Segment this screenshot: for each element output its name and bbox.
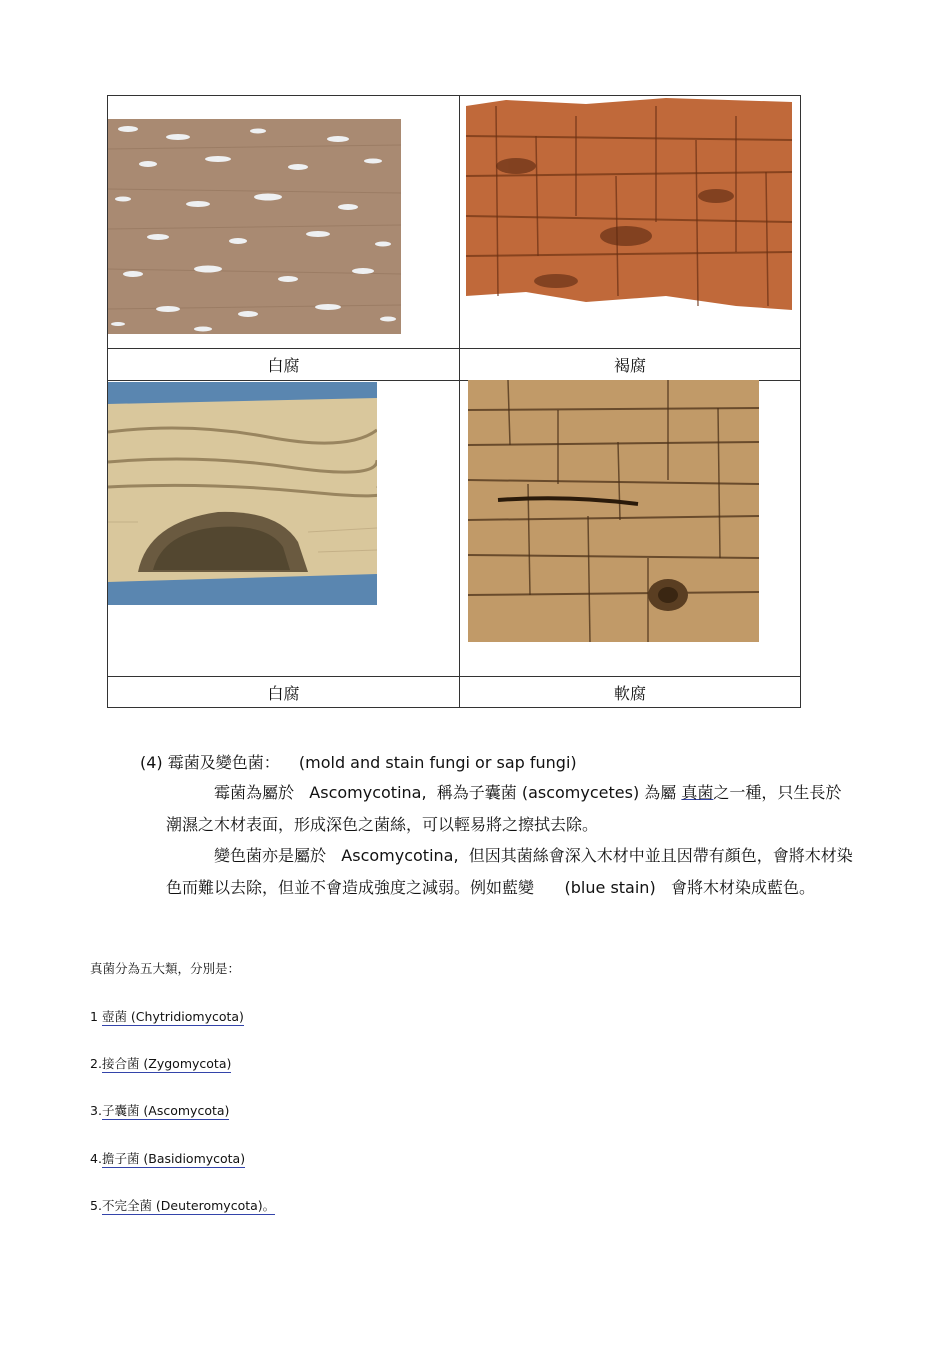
caption-white-rot: 白腐	[267, 356, 300, 375]
fungi-type-link[interactable]: 壺菌 (Chytridiomycota)	[101, 1009, 244, 1024]
para-text: 之一種，只生長於潮濕之木材表面，形成深色之菌絲，可以輕易將之擦拭去除。	[166, 783, 842, 834]
para-term: Ascomycotina,	[309, 783, 427, 802]
wood-rot-photo-table	[107, 95, 801, 708]
para-term: (blue stain)	[564, 878, 656, 897]
table-row-divider	[108, 348, 800, 349]
section-number: (4)	[140, 753, 163, 772]
fungi-type-link[interactable]: 子囊菌 (Ascomycota)	[101, 1103, 230, 1118]
list-number: 5.	[90, 1198, 102, 1213]
table-row-divider	[108, 676, 800, 677]
fungi-list-item	[90, 1007, 244, 1025]
fungi-list-intro: 真菌分為五大類，分別是：	[90, 961, 241, 976]
list-number: 3.	[90, 1103, 102, 1118]
fungi-list-item	[90, 1101, 229, 1119]
caption-white-rot-2: 白腐	[267, 684, 300, 703]
stain-fungi-paragraph	[166, 840, 856, 904]
fungi-type-link[interactable]: 接合菌 (Zygomycota)	[101, 1056, 232, 1071]
white-rot-photo	[108, 119, 401, 334]
fungi-type-link[interactable]: 擔子菌 (Basidiomycota)	[101, 1151, 246, 1166]
caption-soft-rot: 軟腐	[613, 684, 646, 703]
para-text: 變色菌亦是屬於	[214, 846, 327, 865]
soft-rot-photo	[468, 380, 759, 642]
white-rot-photo-2	[108, 382, 377, 605]
list-number: 1	[90, 1009, 102, 1024]
para-text: 霉菌為屬於	[214, 783, 295, 802]
table-column-divider	[459, 96, 460, 707]
list-number: 2.	[90, 1056, 102, 1071]
brown-rot-photo	[466, 96, 792, 316]
fungi-list-item	[90, 1196, 275, 1214]
fungi-list-item	[90, 1149, 245, 1167]
section-title-zh: 霉菌及變色菌：	[167, 753, 280, 772]
para-text: 但因其菌絲會深入木材中並且因帶有顏色，會將木材染色而難以去除，但並不會造成強度之減弱。例如藍變	[166, 846, 853, 897]
caption-brown-rot: 褐腐	[613, 356, 646, 375]
fungi-type-link[interactable]: 不完全菌 (Deuteromycota)。	[101, 1198, 276, 1213]
para-text: 稱為子囊菌	[436, 783, 517, 802]
mold-fungi-paragraph	[166, 777, 856, 841]
para-term: (ascomycetes)	[521, 783, 640, 802]
fungi-link[interactable]: 真菌	[681, 783, 714, 802]
para-term: Ascomycotina,	[341, 846, 459, 865]
para-text: 會將木材染成藍色。	[670, 878, 815, 897]
section-heading	[140, 750, 577, 773]
para-text: 為屬	[644, 783, 677, 802]
section-title-en: (mold and stain fungi or sap fungi)	[298, 753, 577, 772]
list-number: 4.	[90, 1151, 102, 1166]
fungi-list-item	[90, 1054, 231, 1072]
